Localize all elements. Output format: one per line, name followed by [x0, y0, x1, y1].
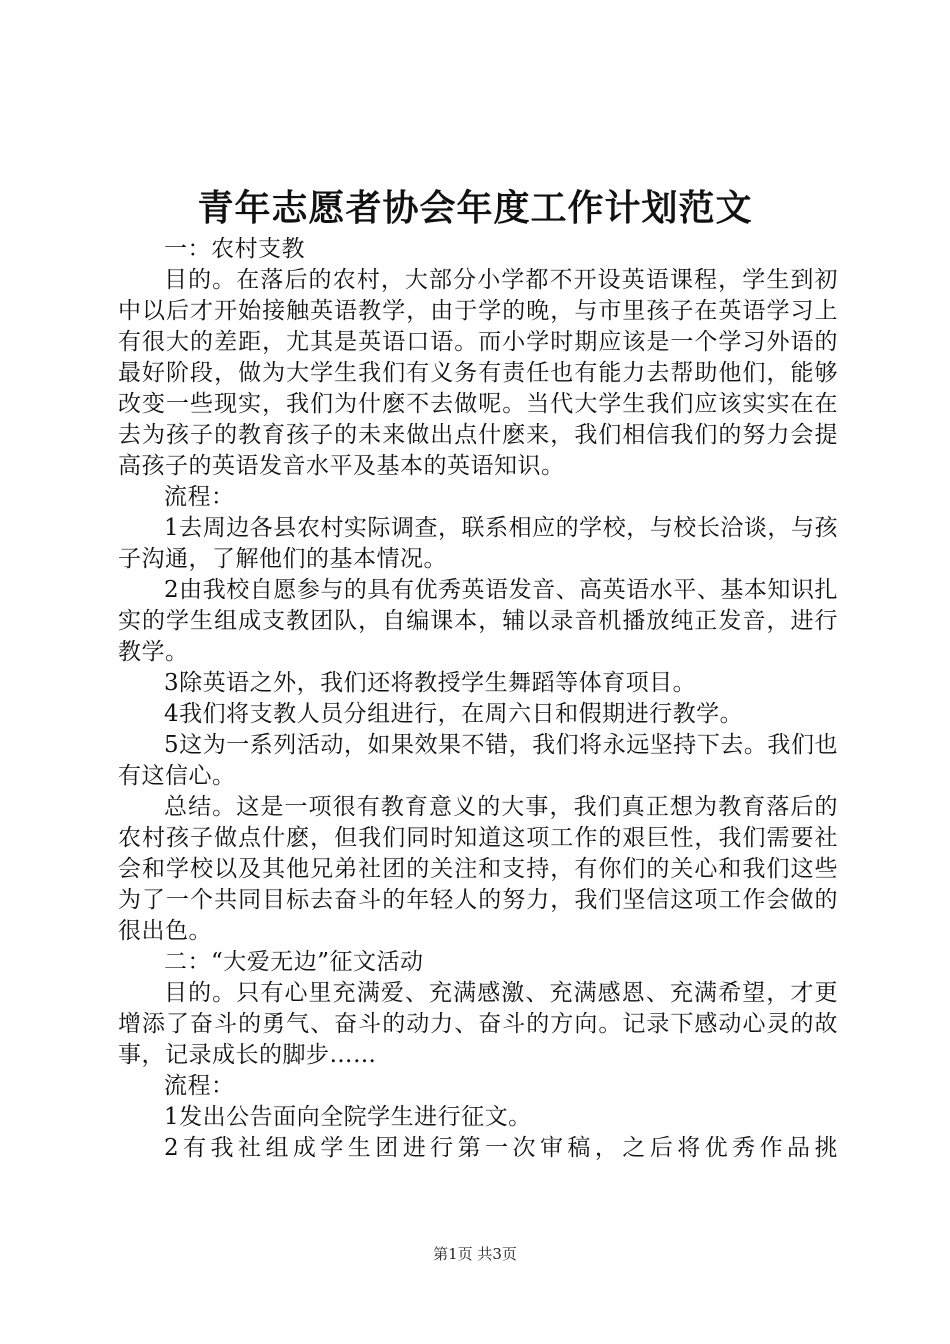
process-heading-1: 流程： — [164, 484, 235, 510]
process-step-3: 3除英语之外，我们还将教授学生舞蹈等体育项目。 — [164, 670, 697, 696]
process-step-2-1: 1发出公告面向全院学生进行征文。 — [164, 1104, 532, 1130]
process-heading-2: 流程： — [164, 1073, 235, 1099]
section-heading-2: 二：“大爱无边”征文活动 — [164, 949, 424, 975]
section-heading-1: 一：农村支教 — [164, 236, 305, 262]
process-step-2-2: 2有我社组成学生团进行第一次审稿，之后将优秀作品挑 — [164, 1135, 838, 1161]
document-title: 青年志愿者协会年度工作计划范文 — [197, 187, 753, 229]
document-body — [118, 234, 838, 1164]
process-step-4: 4我们将支教人员分组进行，在周六日和假期进行教学。 — [164, 701, 744, 727]
process-step-5: 5这为一系列活动，如果效果不错，我们将永远坚持下去。我们也有这信心。 — [118, 732, 838, 789]
paragraph-summary-1: 总结。这是一项很有教育意义的大事，我们真正想为教育落后的农村孩子做点什麽，但我们同时知道这项工作的艰巨性，我们需要社会和学校以及其他兄弟社团的关注和支持，有你们的关心和我们这些为了一个共同目标去奋斗的年轻人的努力，我们坚信这项工作会做的很出色。 — [118, 794, 838, 944]
process-step-2: 2由我校自愿参与的具有优秀英语发音、高英语水平、基本知识扎实的学生组成支教团队，自编课本，辅以录音机播放纯正发音，进行教学。 — [118, 577, 838, 665]
page-number: 第1页 共3页 — [433, 1245, 517, 1263]
paragraph-purpose-2: 目的。只有心里充满爱、充满感激、充满感恩、充满希望，才更增添了奋斗的勇气、奋斗的动力、奋斗的方向。记录下感动心灵的故事，记录成长的脚步…… — [118, 980, 838, 1068]
paragraph-purpose-1: 目的。在落后的农村，大部分小学都不开设英语课程，学生到初中以后才开始接触英语教学，由于学的晚，与市里孩子在英语学习上有很大的差距，尤其是英语口语。而小学时期应该是一个学习外语的最好阶段，做为大学生我们有义务有责任也有能力去帮助他们，能够改变一些现实，我们为什麽不去做呢。当代大学生我们应该实实在在去为孩子的教育孩子的未来做出点什麽来，我们相信我们的努力会提高孩子的英语发音水平及基本的英语知识。 — [118, 267, 838, 479]
process-step-1: 1去周边各县农村实际调查，联系相应的学校，与校长洽谈，与孩子沟通，了解他们的基本情况。 — [118, 515, 838, 572]
